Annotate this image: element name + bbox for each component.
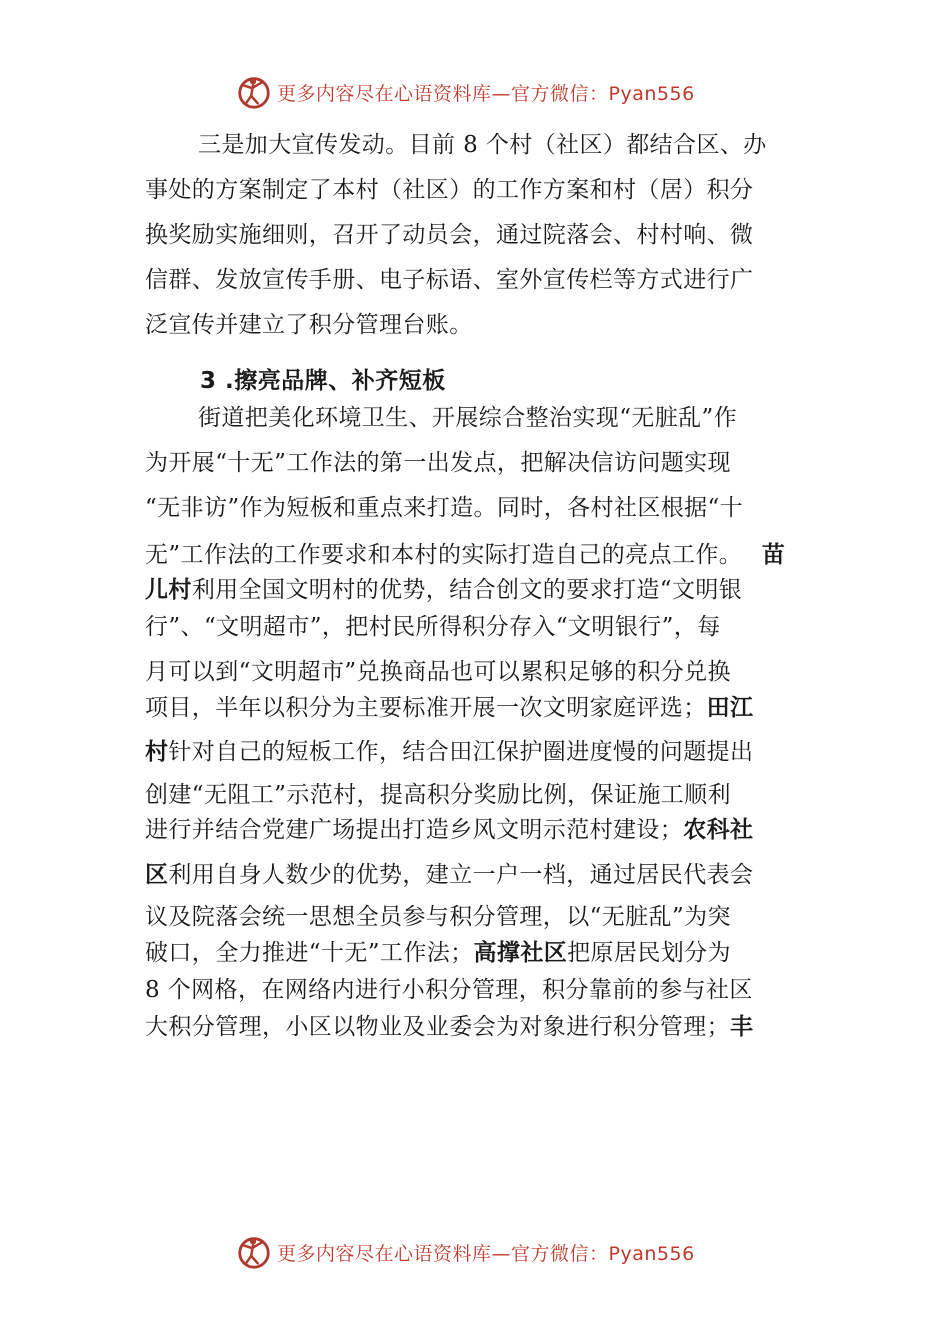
para2-line-12 bbox=[145, 860, 753, 890]
highlight-tianjiang: 田江 bbox=[706, 695, 754, 721]
para2-line-4-text: 无”工作法的工作要求和本村的实际打造自己的亮点工作。 bbox=[145, 542, 743, 568]
para2-line-2: 为开展“十无”工作法的第一出发点，把解决信访问题实现 bbox=[145, 450, 731, 476]
para2-line-7: 月可以到“文明超市”兑换商品也可以累积足够的积分兑换 bbox=[145, 659, 731, 685]
para2-line-8-text: 项目，半年以积分为主要标准开展一次文明家庭评选； bbox=[145, 695, 707, 721]
para2-line-1: 街道把美化环境卫生、开展综合整治实现“无脏乱”作 bbox=[198, 405, 738, 431]
dancer-logo-icon bbox=[235, 73, 273, 111]
banner-text: 更多内容尽在心语资料库—官方微信：Pyan556 bbox=[277, 1242, 695, 1265]
highlight-erchun: 儿村 bbox=[145, 577, 192, 603]
highlight-cun: 村 bbox=[145, 739, 169, 765]
para2-line-11-text: 进行并结合党建广场提出打造乡风文明示范村建设； bbox=[145, 817, 684, 843]
para2-line-14-text: 破口，全力推进“十无”工作法； bbox=[145, 940, 474, 966]
footer-banner bbox=[235, 1232, 695, 1272]
para2-line-5-text: 利用全国文明村的优势，结合创文的要求打造“文明银 bbox=[191, 577, 743, 603]
para2-line-11 bbox=[145, 815, 753, 845]
para2-line-9-text: 针对自己的短板工作，结合田江保护圈进度慢的问题提出 bbox=[168, 739, 754, 765]
highlight-gaocheng: 高撑社区 bbox=[473, 940, 568, 966]
para2-line-14 bbox=[145, 938, 731, 968]
para2-line-12-text: 利用自身人数少的优势，建立一户一档，通过居民代表会 bbox=[168, 862, 754, 888]
section-heading: 3 .擦亮品牌、补齐短板 bbox=[200, 368, 446, 394]
highlight-qu: 区 bbox=[145, 862, 169, 888]
para2-line-16-text: 大积分管理，小区以物业及业委会为对象进行积分管理； bbox=[145, 1014, 730, 1040]
banner-text: 更多内容尽在心语资料库—官方微信：Pyan556 bbox=[277, 82, 695, 105]
para2-line-15: 8 个网格，在网络内进行小积分管理，积分靠前的参与社区 bbox=[145, 977, 753, 1003]
dancer-logo-icon bbox=[235, 1233, 273, 1271]
highlight-miao: 苗 bbox=[761, 542, 786, 568]
para2-line-14-tail: 把原居民划分为 bbox=[567, 940, 731, 966]
para2-line-10: 创建“无阻工”示范村，提高积分奖励比例，保证施工顺利 bbox=[145, 782, 731, 808]
para2-line-6: 行”、“文明超市”，把村民所得积分存入“文明银行”，每 bbox=[145, 614, 721, 640]
para2-line-3: “无非访”作为短板和重点来打造。同时，各村社区根据“十 bbox=[145, 495, 744, 521]
para1-line-5: 泛宣传并建立了积分管理台账。 bbox=[145, 312, 473, 338]
para2-line-8 bbox=[145, 693, 753, 723]
para1-line-3: 换奖励实施细则，召开了动员会，通过院落会、村村响、微 bbox=[145, 222, 754, 248]
para1-line-4: 信群、发放宣传手册、电子标语、室外宣传栏等方式进行广 bbox=[145, 267, 754, 293]
para2-line-9 bbox=[145, 737, 753, 767]
header-banner bbox=[235, 72, 695, 112]
para2-line-13: 议及院落会统一思想全员参与积分管理，以“无脏乱”为突 bbox=[145, 904, 731, 930]
para2-line-16 bbox=[145, 1012, 753, 1042]
para1-line-1: 三是加大宣传发动。目前 8 个村（社区）都结合区、办 bbox=[198, 132, 767, 158]
highlight-feng: 丰 bbox=[730, 1014, 754, 1040]
para2-line-5 bbox=[145, 575, 742, 605]
para2-line-4 bbox=[145, 540, 785, 570]
highlight-nongke: 农科社 bbox=[683, 817, 754, 843]
para1-line-2: 事处的方案制定了本村（社区）的工作方案和村（居）积分 bbox=[145, 177, 754, 203]
